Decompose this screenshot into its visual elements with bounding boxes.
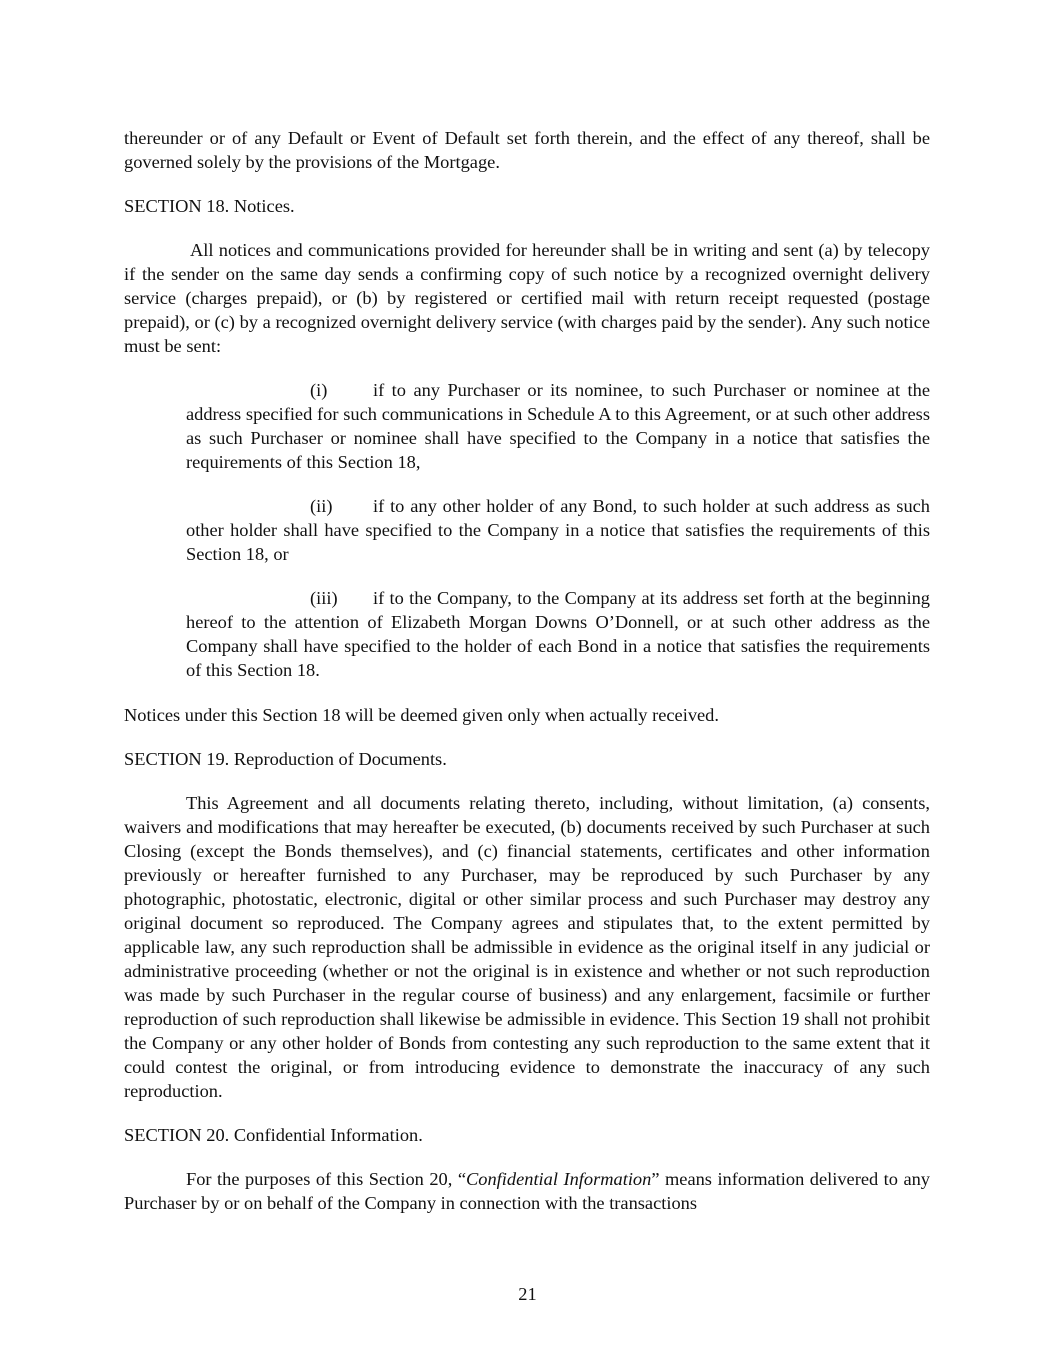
notice-item-text: if to any Purchaser or its nominee, to such Purchaser or nominee at the address specified for such communications in Schedule A to this Agreement, or at such other address as such Purchaser or nominee shall have specified to the Company in a notice that satisfies the requirements of this Section 18, — [186, 380, 930, 472]
notice-item-text: if to any other holder of any Bond, to such holder at such address as such other holder shall have specified to the Company in a notice that satisfies the requirements of this Section 18, or — [186, 496, 930, 564]
defined-term-confidential-information: Confidential Information — [466, 1169, 652, 1189]
notice-item-number: (iii) — [310, 588, 338, 608]
section-20-text-after: ” means information delivered to any Purchaser by or on behalf of the Company in connection with the transactions — [124, 1169, 931, 1213]
notice-item-ii — [186, 494, 930, 566]
section-20-heading: SECTION 20. Confidential Information. — [124, 1125, 423, 1145]
notice-item-number: (i) — [310, 380, 328, 400]
section-20-text-before: For the purposes of this Section 20, “ — [186, 1169, 467, 1189]
notice-item-i — [186, 378, 930, 474]
section-18-heading: SECTION 18. Notices. — [124, 196, 295, 216]
notice-item-number: (ii) — [310, 496, 333, 516]
page-body — [124, 126, 930, 1215]
section-20-body-paragraph — [124, 1167, 930, 1215]
notice-item-iii — [186, 586, 930, 682]
page-number: 21 — [518, 1284, 537, 1304]
section-18-closing-paragraph: Notices under this Section 18 will be deemed given only when actually received. — [124, 705, 719, 725]
notice-item-text: if to the Company, to the Company at its address set forth at the beginning hereof to the attention of Elizabeth Morgan Downs O’Donnell, or at such other address as the Company shall have specified to the holder of each Bond in a notice that satisfies the requirements of this Section 18. — [186, 588, 930, 680]
section-18-intro-paragraph: All notices and communications provided for hereunder shall be in writing and sent (a) by telecopy if the sender on the same day sends a confirming copy of such notice by a recognized overnight delivery service (charges prepaid), or (b) by registered or certified mail with return receipt requested (postage prepaid), or (c) by a recognized overnight delivery service (with charges paid by the sender). Any such notice must be sent: — [124, 240, 930, 356]
continuation-paragraph: thereunder or of any Default or Event of Default set forth therein, and the effect of any thereof, shall be governed solely by the provisions of the Mortgage. — [124, 128, 930, 172]
section-19-heading: SECTION 19. Reproduction of Documents. — [124, 749, 447, 769]
section-19-body-paragraph: This Agreement and all documents relating thereto, including, without limitation, (a) consents, waivers and modifications that may hereafter be executed, (b) documents received by such Purchaser at such Closing (except the Bonds themselves), and (c) financial statements, certificates and other information previously or hereafter furnished to any Purchaser, may be reproduced by such Purchaser by any photographic, photostatic, electronic, digital or other similar process and such Purchaser may destroy any original document so reproduced. The Company agrees and stipulates that, to the extent permitted by applicable law, any such reproduction shall be admissible in evidence as the original itself in any judicial or administrative proceeding (whether or not the original is in existence and whether or not such reproduction was made by such Purchaser in the regular course of business) and any enlargement, facsimile or further reproduction of such reproduction shall likewise be admissible in evidence. This Section 19 shall not prohibit the Company or any other holder of Bonds from contesting any such reproduction to the same extent that it could contest the original, or from introducing evidence to demonstrate the inaccuracy of any such reproduction. — [124, 793, 930, 1101]
